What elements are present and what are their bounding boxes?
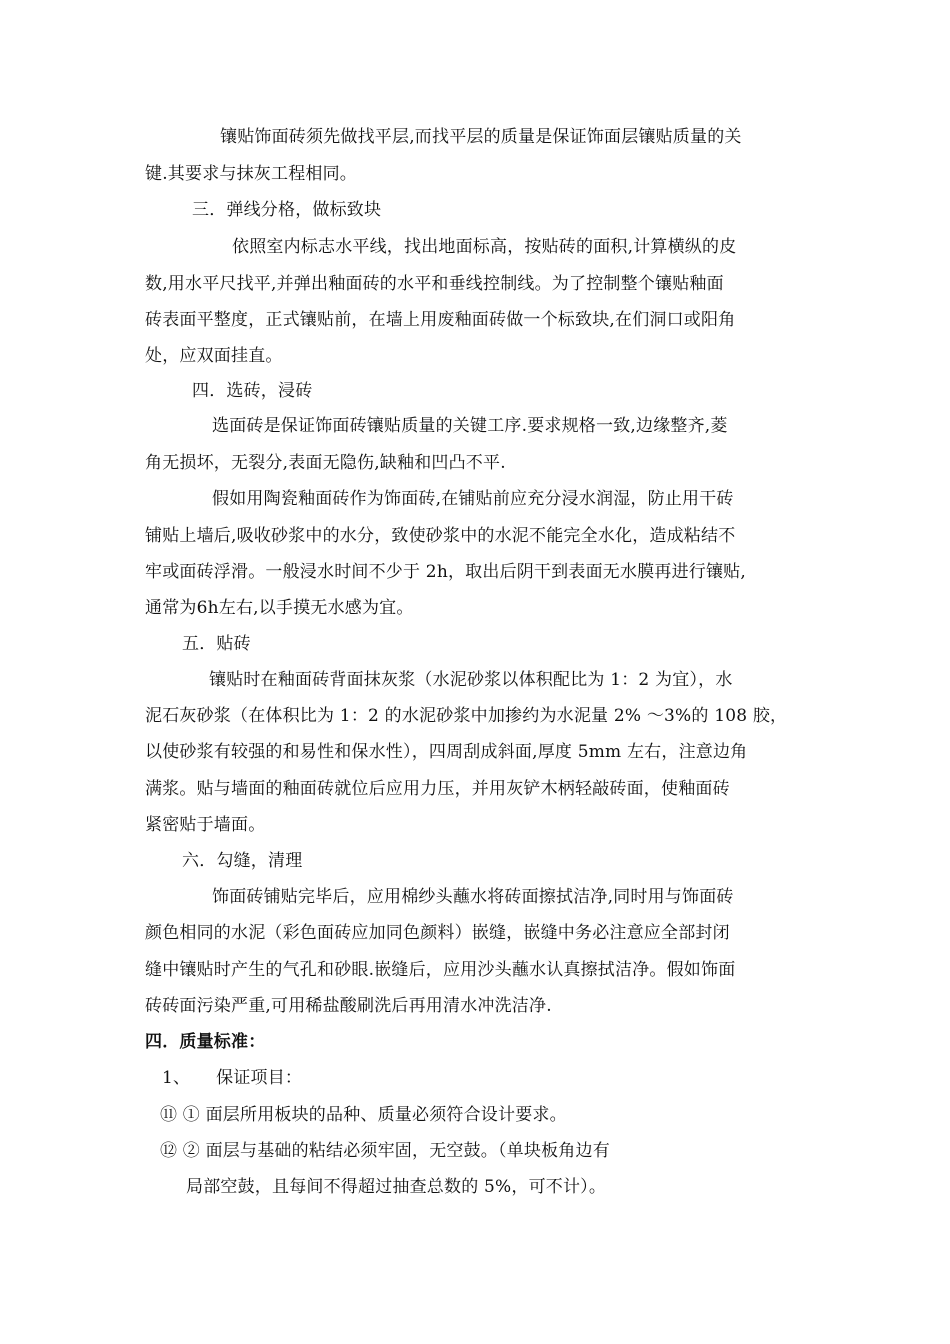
section-heading: 六．勾缝，清理 bbox=[182, 851, 303, 871]
paragraph-line: 通常为6h左右,以手摸无水感为宜。 bbox=[145, 598, 414, 618]
paragraph-line: 假如用陶瓷釉面砖作为饰面砖,在铺贴前应充分浸水润湿，防止用干砖 bbox=[212, 489, 734, 509]
paragraph-line: 砖表面平整度，正式镶贴前，在墙上用废釉面砖做一个标致块,在们洞口或阳角 bbox=[145, 310, 736, 330]
list-item: ⑫ ② 面层与基础的粘结必须牢固，无空鼓。（单块板角边有 bbox=[160, 1141, 610, 1161]
paragraph-line: 颜色相同的水泥（彩色面砖应加同色颜料）嵌缝，嵌缝中务必注意应全部封闭 bbox=[145, 923, 730, 943]
paragraph-line: 满浆。贴与墙面的釉面砖就位后应用力压，并用灰铲木柄轻敲砖面，使釉面砖 bbox=[145, 779, 730, 799]
section-heading: 四．选砖，浸砖 bbox=[192, 381, 313, 401]
paragraph-line: 饰面砖铺贴完毕后，应用棉纱头蘸水将砖面擦拭洁净,同时用与饰面砖 bbox=[212, 887, 734, 907]
paragraph-line: 铺贴上墙后,吸收砂浆中的水分，致使砂浆中的水泥不能完全水化，造成粘结不 bbox=[145, 526, 736, 546]
paragraph-line: 处，应双面挂直。 bbox=[145, 346, 283, 366]
paragraph-line: 以使砂浆有较强的和易性和保水性），四周刮成斜面,厚度 5mm 左右，注意边角 bbox=[145, 742, 748, 762]
paragraph-line: 数,用水平尺找平,并弹出釉面砖的水平和垂线控制线。为了控制整个镶贴釉面 bbox=[145, 274, 724, 294]
list-item-continuation: 局部空鼓，且每间不得超过抽查总数的 5%，可不计）。 bbox=[186, 1177, 607, 1197]
chapter-heading: 四．质量标准： bbox=[145, 1032, 266, 1052]
paragraph-line: 键.其要求与抹灰工程相同。 bbox=[145, 164, 358, 184]
list-heading: 1、 保证项目： bbox=[162, 1068, 303, 1088]
paragraph-line: 泥石灰砂浆（在体积比为 1：2 的水泥砂浆中加掺约为水泥量 2% ～3%的 108 胶， bbox=[145, 706, 788, 726]
section-heading: 三．弹线分格，做标致块 bbox=[192, 200, 382, 220]
paragraph-line: 镶贴饰面砖须先做找平层,而找平层的质量是保证饰面层镶贴质量的关 bbox=[220, 127, 742, 147]
paragraph-line: 缝中镶贴时产生的气孔和砂眼.嵌缝后，应用沙头蘸水认真擦拭洁净。假如饰面 bbox=[145, 960, 736, 980]
paragraph-line: 砖砖面污染严重,可用稀盐酸刷洗后再用清水冲洗洁净. bbox=[145, 996, 552, 1016]
paragraph-line: 紧密贴于墙面。 bbox=[145, 815, 266, 835]
paragraph-line: 镶贴时在釉面砖背面抹灰浆（水泥砂浆以体积配比为 1：2 为宜），水 bbox=[209, 670, 733, 690]
paragraph-line: 依照室内标志水平线，找出地面标高，按贴砖的面积,计算横纵的皮 bbox=[232, 237, 737, 257]
list-item: ⑪ ① 面层所用板块的品种、质量必须符合设计要求。 bbox=[160, 1105, 567, 1125]
section-heading: 五．贴砖 bbox=[182, 634, 251, 654]
paragraph-line: 角无损坏，无裂分,表面无隐伤,缺釉和凹凸不平. bbox=[145, 453, 506, 473]
paragraph-line: 牢或面砖浮滑。一般浸水时间不少于 2h，取出后阴干到表面无水膜再进行镶贴, bbox=[145, 562, 746, 582]
paragraph-line: 选面砖是保证饰面砖镶贴质量的关键工序.要求规格一致,边缘整齐,菱 bbox=[212, 416, 728, 436]
